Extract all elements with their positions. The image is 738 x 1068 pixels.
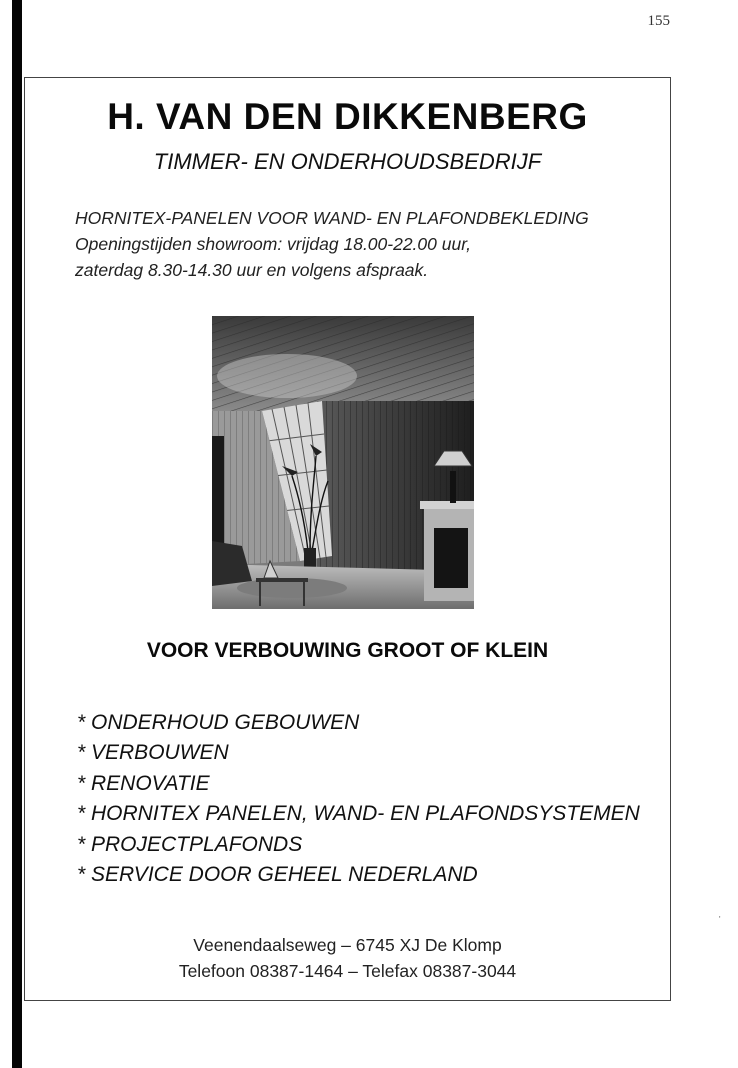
company-name: H. VAN DEN DIKKENBERG bbox=[107, 96, 588, 137]
contact-block bbox=[25, 932, 670, 984]
advertisement bbox=[24, 77, 671, 1001]
address-line: Veenendaalseweg – 6745 XJ De Klomp bbox=[193, 935, 502, 955]
info-block bbox=[75, 205, 655, 283]
list-item: * PROJECTPLAFONDS bbox=[77, 832, 303, 856]
services-list bbox=[77, 708, 640, 890]
list-item: * RENOVATIE bbox=[77, 771, 210, 795]
info-line: Openingstijden showroom: vrijdag 18.00-22.00 uur, bbox=[75, 234, 471, 254]
slogan: VOOR VERBOUWING GROOT OF KLEIN bbox=[146, 639, 549, 662]
list-item: * VERBOUWEN bbox=[77, 741, 229, 765]
info-line: zaterdag 8.30-14.30 uur en volgens afspraak. bbox=[75, 260, 429, 280]
page-number: 155 bbox=[647, 13, 670, 29]
margin-mark: ' bbox=[719, 915, 721, 924]
list-item: * ONDERHOUD GEBOUWEN bbox=[77, 711, 360, 734]
info-line: HORNITEX-PANELEN VOOR WAND- EN PLAFONDBEKLEDING bbox=[75, 208, 589, 228]
company-subtitle: TIMMER- EN ONDERHOUDSBEDRIJF bbox=[153, 149, 542, 174]
interior-photo bbox=[212, 316, 474, 609]
list-item: * HORNITEX PANELEN, WAND- EN PLAFONDSYSTEMEN bbox=[77, 802, 640, 826]
phone-line: Telefoon 08387-1464 – Telefax 08387-3044 bbox=[178, 961, 517, 981]
list-item: * SERVICE DOOR GEHEEL NEDERLAND bbox=[77, 863, 478, 887]
scan-edge bbox=[12, 0, 22, 1068]
